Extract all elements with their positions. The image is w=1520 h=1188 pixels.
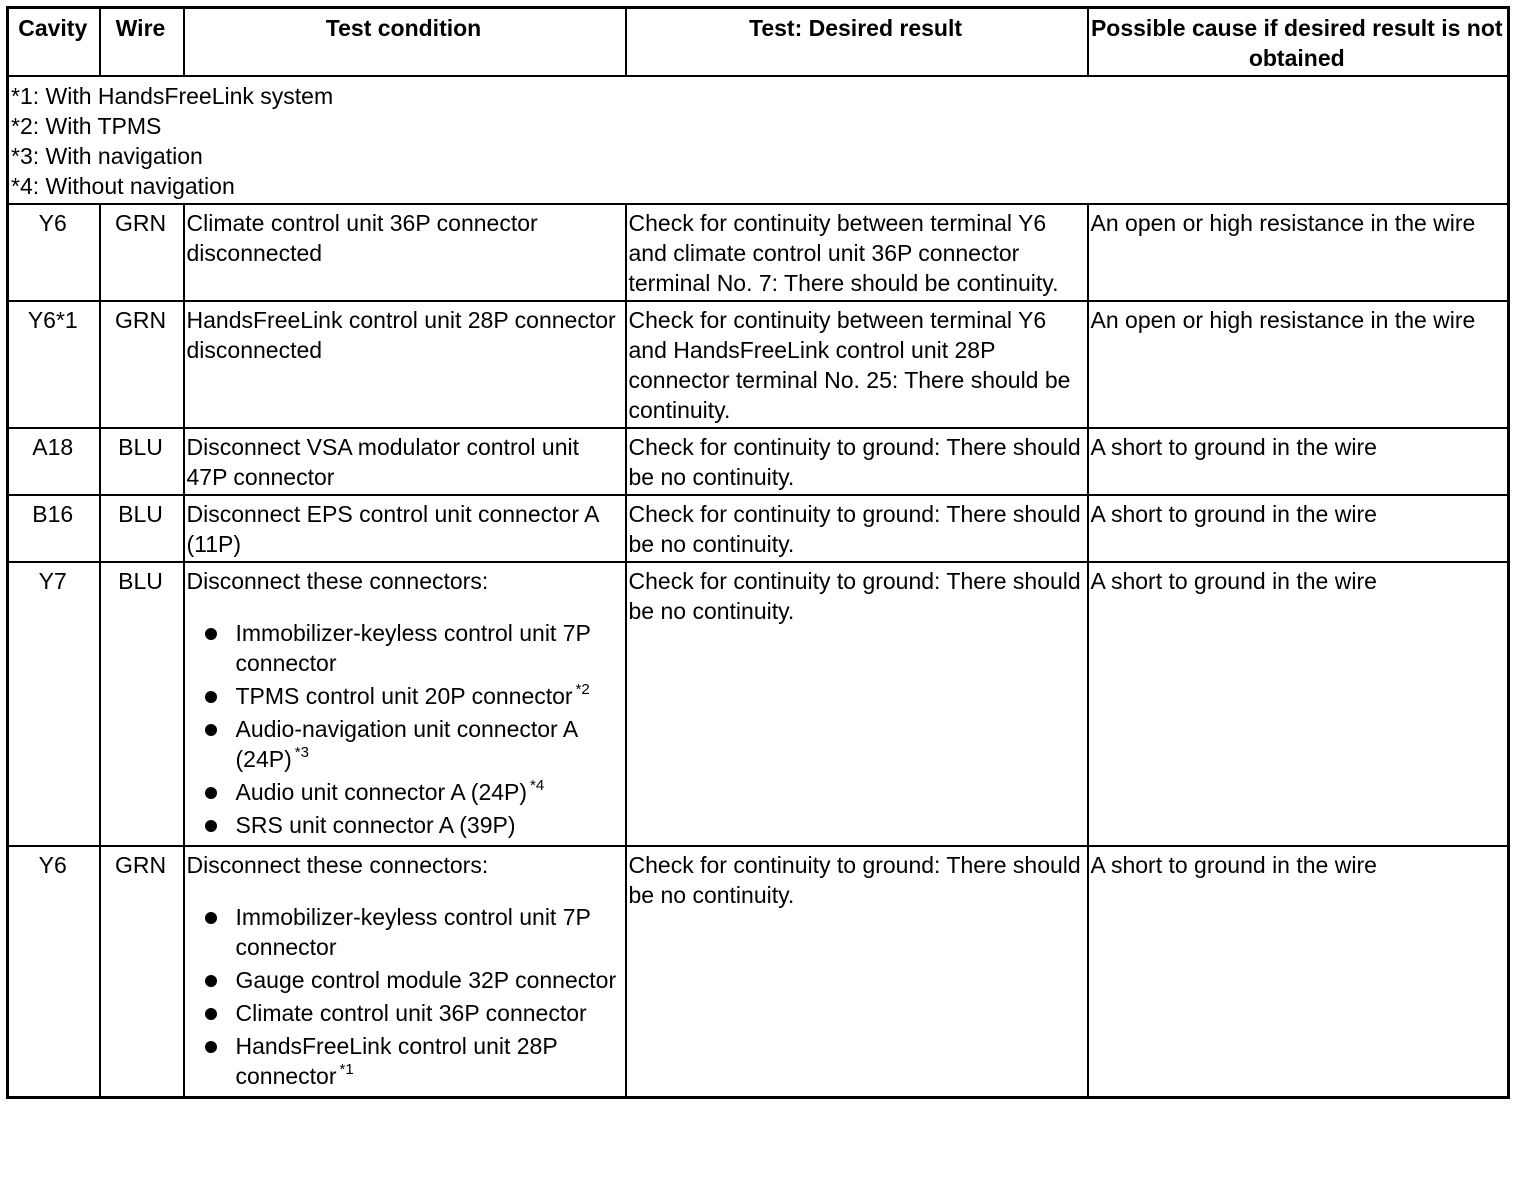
list-item-text: Gauge control module 32P connector xyxy=(235,967,617,993)
condition-cell xyxy=(184,562,626,846)
list-item-text: Climate control unit 36P connector xyxy=(235,1000,587,1026)
table-row xyxy=(8,846,1509,1098)
list-item xyxy=(187,618,621,678)
bullet-icon xyxy=(205,1008,217,1020)
header-wire: Wire xyxy=(100,8,184,77)
wire-cell: BLU xyxy=(100,428,184,495)
list-item-text: SRS unit connector A (39P) xyxy=(235,812,516,838)
table-row xyxy=(8,562,1509,846)
condition-cell: HandsFreeLink control unit 28P connector disconnected xyxy=(184,301,626,428)
header-desired-result: Test: Desired result xyxy=(626,8,1088,77)
result-cell: Check for continuity to ground: There should be no continuity. xyxy=(626,846,1088,1098)
list-item xyxy=(187,998,621,1028)
footnote: *4: Without navigation xyxy=(11,173,235,199)
table-row xyxy=(8,495,1509,562)
table-row xyxy=(8,301,1509,428)
condition-cell: Climate control unit 36P connector disconnected xyxy=(184,204,626,301)
footnotes xyxy=(8,76,1509,204)
cavity-cell: Y6 xyxy=(8,204,100,301)
connector-list xyxy=(187,618,621,840)
cause-cell: An open or high resistance in the wire xyxy=(1088,204,1509,301)
condition-intro: Disconnect these connectors: xyxy=(186,852,489,878)
wire-cell: GRN xyxy=(100,301,184,428)
bullet-icon xyxy=(205,975,217,987)
list-item xyxy=(187,965,621,995)
bullet-icon xyxy=(205,724,217,736)
header-possible-cause: Possible cause if desired result is not obtained xyxy=(1088,8,1509,77)
condition-cell: Disconnect EPS control unit connector A (11P) xyxy=(184,495,626,562)
list-item xyxy=(187,681,621,711)
bullet-icon xyxy=(205,787,217,799)
list-item xyxy=(187,777,621,807)
table-row xyxy=(8,204,1509,301)
cause-cell: A short to ground in the wire xyxy=(1088,562,1509,846)
cause-cell: A short to ground in the wire xyxy=(1088,428,1509,495)
footnote-ref: *4 xyxy=(530,777,545,794)
cavity-cell: Y7 xyxy=(8,562,100,846)
condition-cell xyxy=(184,846,626,1098)
cavity-cell: Y6*1 xyxy=(8,301,100,428)
condition-intro: Disconnect these connectors: xyxy=(186,568,489,594)
cavity-cell: B16 xyxy=(8,495,100,562)
bullet-icon xyxy=(205,820,217,832)
wire-test-table xyxy=(6,6,1510,1099)
bullet-icon xyxy=(205,1041,217,1053)
list-item-text: Immobilizer-keyless control unit 7P connector xyxy=(235,904,591,960)
wire-cell: BLU xyxy=(100,562,184,846)
footnote-ref: *3 xyxy=(294,744,309,761)
header-cavity: Cavity xyxy=(8,8,100,77)
bullet-icon xyxy=(205,628,217,640)
list-item-text: HandsFreeLink control unit 28P connector xyxy=(235,1033,558,1089)
list-item xyxy=(187,714,621,774)
cavity-cell: Y6 xyxy=(8,846,100,1098)
footnote: *2: With TPMS xyxy=(11,113,162,139)
header-test-condition: Test condition xyxy=(184,8,626,77)
cause-cell: An open or high resistance in the wire xyxy=(1088,301,1509,428)
connector-list xyxy=(187,902,621,1091)
list-item-text: Audio-navigation unit connector A (24P) xyxy=(235,716,577,772)
result-cell: Check for continuity between terminal Y6 and HandsFreeLink control unit 28P connector terminal No. 25: There should be continuity. xyxy=(626,301,1088,428)
notes-row xyxy=(8,76,1509,204)
bullet-icon xyxy=(205,912,217,924)
condition-cell: Disconnect VSA modulator control unit 47P connector xyxy=(184,428,626,495)
list-item xyxy=(187,810,621,840)
result-cell: Check for continuity between terminal Y6 and climate control unit 36P connector terminal No. 7: There should be continuity. xyxy=(626,204,1088,301)
footnote-ref: *2 xyxy=(575,681,590,698)
wire-cell: GRN xyxy=(100,204,184,301)
header-row xyxy=(8,8,1509,77)
list-item xyxy=(187,902,621,962)
result-cell: Check for continuity to ground: There should be no continuity. xyxy=(626,428,1088,495)
result-cell: Check for continuity to ground: There should be no continuity. xyxy=(626,495,1088,562)
list-item xyxy=(187,1031,621,1091)
footnote: *3: With navigation xyxy=(11,143,203,169)
list-item-text: TPMS control unit 20P connector xyxy=(235,683,573,709)
wire-cell: BLU xyxy=(100,495,184,562)
footnote-ref: *1 xyxy=(339,1061,354,1078)
cause-cell: A short to ground in the wire xyxy=(1088,846,1509,1098)
list-item-text: Audio unit connector A (24P) xyxy=(235,779,528,805)
list-item-text: Immobilizer-keyless control unit 7P connector xyxy=(235,620,591,676)
cavity-cell: A18 xyxy=(8,428,100,495)
table-row xyxy=(8,428,1509,495)
footnote: *1: With HandsFreeLink system xyxy=(11,83,334,109)
result-cell: Check for continuity to ground: There should be no continuity. xyxy=(626,562,1088,846)
bullet-icon xyxy=(205,691,217,703)
cause-cell: A short to ground in the wire xyxy=(1088,495,1509,562)
wire-cell: GRN xyxy=(100,846,184,1098)
